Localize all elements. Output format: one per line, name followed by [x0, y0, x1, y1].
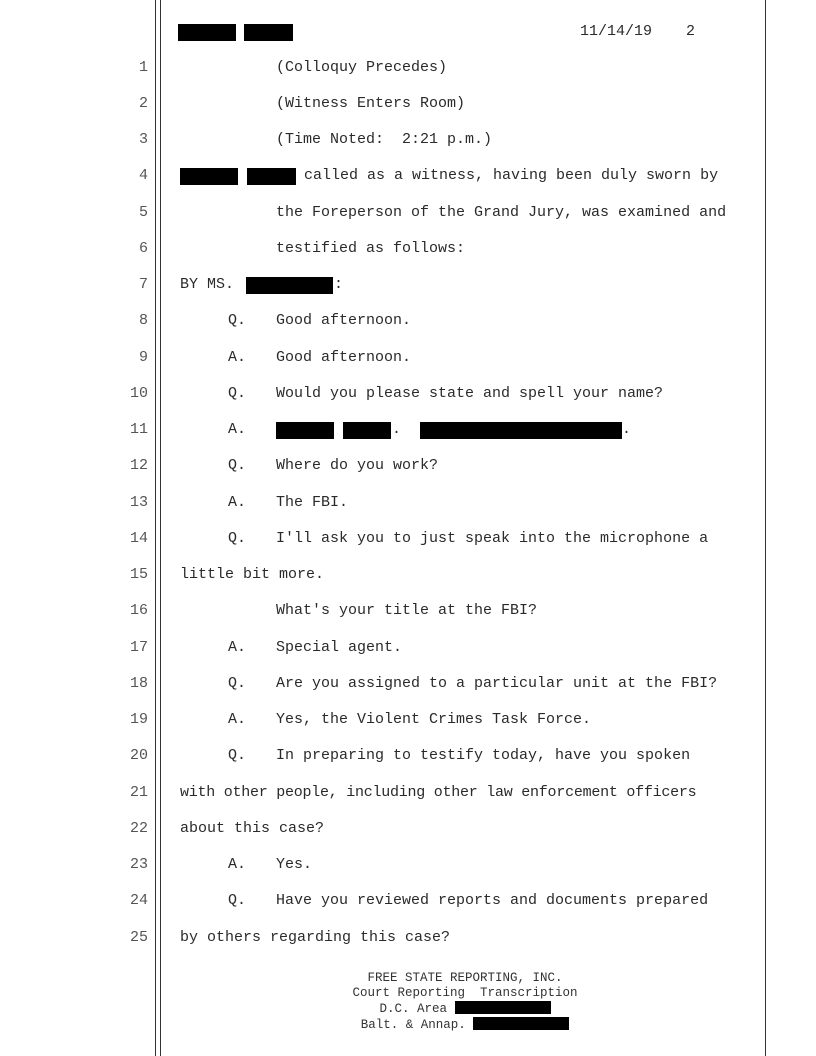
- line-text: Would you please state and spell your name?: [276, 385, 664, 402]
- footer-dc-label: D.C. Area: [379, 1002, 447, 1016]
- redaction-answer-last: [343, 422, 391, 439]
- line-text: Where do you work?: [276, 457, 439, 474]
- line-text: The FBI.: [276, 494, 349, 511]
- line-number: 17: [129, 639, 148, 656]
- speaker-marker: Q.: [228, 457, 247, 474]
- speaker-marker: Q.: [228, 385, 247, 402]
- reporter-footer: [300, 971, 630, 1033]
- footer-services: Court Reporting Transcription: [352, 986, 578, 1000]
- line-text: with other people, including other law enforcement officers: [180, 784, 697, 801]
- line-number: 16: [129, 602, 148, 619]
- footer-balt-label: Balt. & Annap.: [360, 1018, 466, 1032]
- footer-dc-line: [300, 1001, 630, 1017]
- line-number: 7: [138, 276, 148, 293]
- speaker-marker: Q.: [228, 892, 247, 909]
- line-number: 25: [129, 929, 148, 946]
- line-text: Have you reviewed reports and documents prepared: [276, 892, 709, 909]
- redaction-header-last: [244, 24, 293, 41]
- line-text: called as a witness, having been duly sworn by: [304, 167, 719, 184]
- speaker-marker: A.: [228, 711, 247, 728]
- speaker-marker: A.: [228, 421, 247, 438]
- line-text: (Time Noted: 2:21 p.m.): [276, 131, 493, 148]
- line-text: Yes.: [276, 856, 313, 873]
- speaker-marker: A.: [228, 494, 247, 511]
- line-text: the Foreperson of the Grand Jury, was examined and: [276, 204, 727, 221]
- line-number: 13: [129, 494, 148, 511]
- line-number: 18: [129, 675, 148, 692]
- speaker-marker: Q.: [228, 675, 247, 692]
- line-number: 8: [138, 312, 148, 329]
- redaction-answer-first: [276, 422, 334, 439]
- redaction-witness-first: [180, 168, 238, 185]
- period: .: [392, 421, 402, 438]
- line-number: 20: [129, 747, 148, 764]
- line-number: 5: [138, 204, 148, 221]
- line-number: 24: [129, 892, 148, 909]
- line-number: 19: [129, 711, 148, 728]
- margin-rule-left-outer: [155, 0, 156, 1056]
- redaction-answer-spelling: [420, 422, 622, 439]
- line-text: I'll ask you to just speak into the microphone a: [276, 530, 709, 547]
- speaker-marker: A.: [228, 639, 247, 656]
- line-text: about this case?: [180, 820, 325, 837]
- line-number: 10: [129, 385, 148, 402]
- line-text: What's your title at the FBI?: [276, 602, 538, 619]
- line-text: (Witness Enters Room): [276, 95, 466, 112]
- line-number: 2: [138, 95, 148, 112]
- line-number: 12: [129, 457, 148, 474]
- line-text: by others regarding this case?: [180, 929, 451, 946]
- line-number: 15: [129, 566, 148, 583]
- header-page-number: 2: [686, 23, 696, 40]
- line-number: 1: [138, 59, 148, 76]
- redaction-balt-phone: [473, 1017, 569, 1030]
- line-number: 23: [129, 856, 148, 873]
- footer-balt-line: [300, 1017, 630, 1033]
- margin-rule-left-inner: [160, 0, 161, 1056]
- line-text: BY MS.: [180, 276, 235, 293]
- line-text: Good afternoon.: [276, 349, 412, 366]
- line-number: 21: [129, 784, 148, 801]
- margin-rule-right: [765, 0, 766, 1056]
- redaction-witness-last: [247, 168, 296, 185]
- speaker-marker: Q.: [228, 312, 247, 329]
- redaction-header-first: [178, 24, 236, 41]
- line-text: (Colloquy Precedes): [276, 59, 448, 76]
- redaction-dc-phone: [455, 1001, 551, 1014]
- speaker-marker: A.: [228, 856, 247, 873]
- footer-company: FREE STATE REPORTING, INC.: [367, 971, 563, 985]
- period: .: [622, 421, 632, 438]
- line-text: little bit more.: [180, 566, 325, 583]
- line-number: 6: [138, 240, 148, 257]
- line-text: Special agent.: [276, 639, 403, 656]
- speaker-marker: Q.: [228, 530, 247, 547]
- line-text: Are you assigned to a particular unit at the FBI?: [276, 675, 718, 692]
- redaction-examiner-name: [246, 277, 333, 294]
- line-number: 11: [129, 421, 148, 438]
- line-number: 4: [138, 167, 148, 184]
- line-text: Good afternoon.: [276, 312, 412, 329]
- line-text: In preparing to testify today, have you spoken: [276, 747, 691, 764]
- line-text: Yes, the Violent Crimes Task Force.: [276, 711, 592, 728]
- header-date: 11/14/19: [580, 23, 653, 40]
- line-number: 14: [129, 530, 148, 547]
- line-number: 9: [138, 349, 148, 366]
- line-number: 22: [129, 820, 148, 837]
- line-text: testified as follows:: [276, 240, 466, 257]
- colon: :: [334, 276, 344, 293]
- speaker-marker: Q.: [228, 747, 247, 764]
- speaker-marker: A.: [228, 349, 247, 366]
- line-number: 3: [138, 131, 148, 148]
